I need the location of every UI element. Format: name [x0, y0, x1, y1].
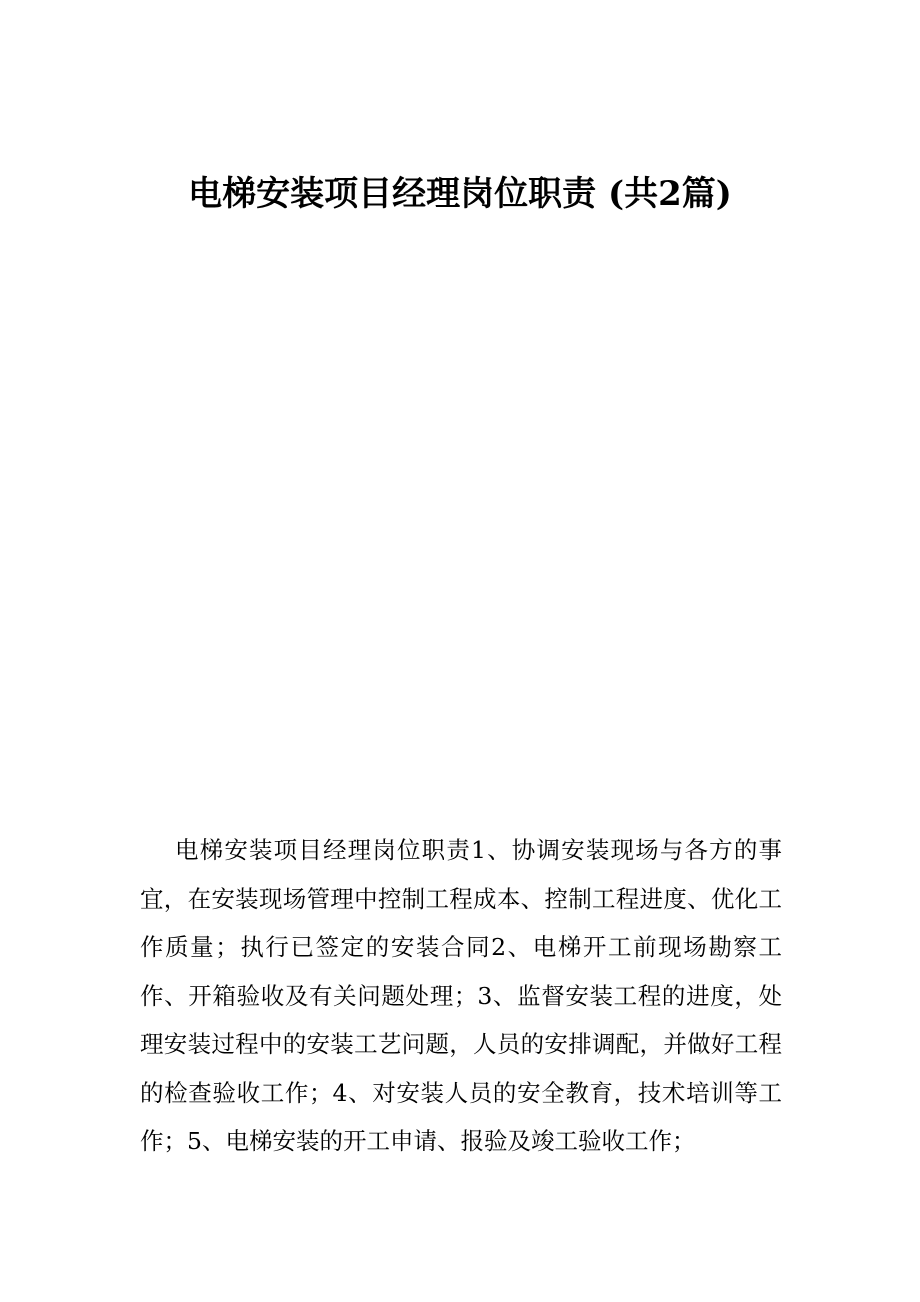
- document-title: 电梯安装项目经理岗位职责 (共2篇): [188, 174, 732, 214]
- document-body-paragraph: 电梯安装项目经理岗位职责1、协调安装现场与各方的事宜，在安装现场管理中控制工程成本、控制工程进度、优化工作质量；执行已签定的安装合同2、电梯开工前现场勘察工作、开箱验收及有关问题处理；3、监督安装工程的进度，处理安装过程中的安装工艺问题，人员的安排调配，并做好工程的检查验收工作；4、对安装人员的安全教育，技术培训等工作；5、电梯安装的开工申请、报验及竣工验收工作；: [140, 836, 782, 1155]
